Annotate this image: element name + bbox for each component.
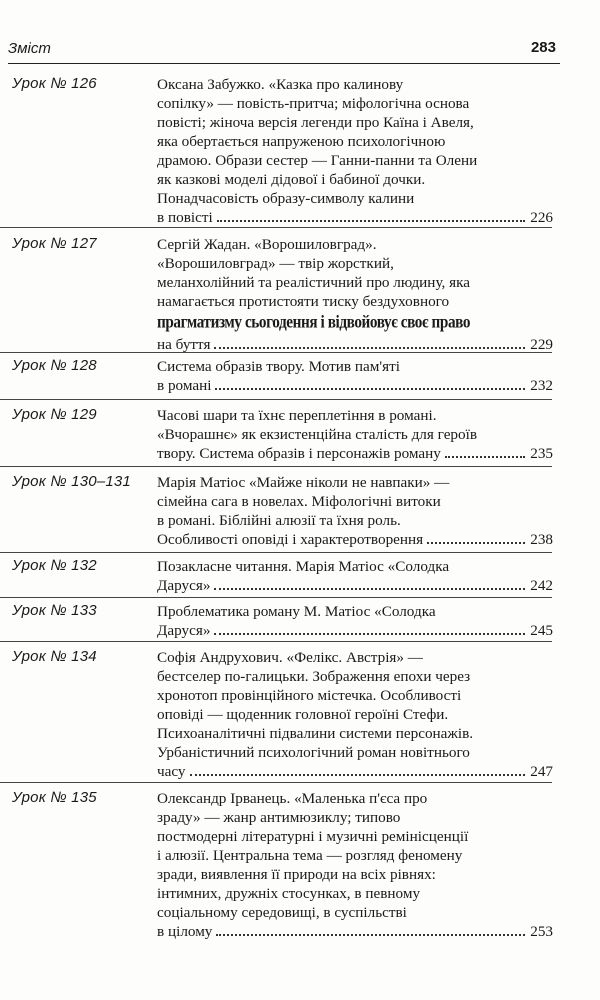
description-line: прагматизму сьогодення і відвойовує своє право: [157, 312, 471, 333]
description-line: і алюзії. Центральна тема — розгляд феномену: [157, 847, 463, 864]
entry-separator: [0, 552, 552, 553]
description-line: яка обертається напруженою психологічною: [157, 133, 446, 150]
description-line: зраду» — жанр антимюзиклу; типово: [157, 809, 401, 826]
description-line: меланхолійний та реалістичний про людину, яка: [157, 274, 470, 291]
description-last-line: [157, 444, 553, 463]
dot-leader: [214, 633, 525, 635]
description-line: в романі. Біблійні алюзії та їхня роль.: [157, 512, 401, 529]
entry-separator: [0, 352, 552, 353]
description-line: на буття: [157, 336, 211, 353]
lesson-description: [157, 473, 553, 549]
entry-page-number: 238: [530, 531, 553, 548]
description-line: в цілому: [157, 923, 213, 940]
lesson-description: [157, 602, 553, 640]
description-line: хронотоп провінційного містечка. Особливості: [157, 687, 462, 704]
description-line: Сергій Жадан. «Ворошиловград».: [157, 236, 377, 253]
lesson-description: [157, 648, 553, 781]
entry-separator: [0, 641, 552, 642]
description-last-line: [157, 576, 553, 595]
description-last-line: [157, 376, 553, 395]
description-line: сопілку» — повість-притча; міфологічна основа: [157, 95, 470, 112]
description-line: в романі: [157, 377, 212, 394]
entry-separator: [0, 399, 552, 400]
description-line: оповіді — щоденник головної героїні Стефи.: [157, 706, 449, 723]
section-title: Зміст: [8, 40, 51, 57]
entry-page-number: 253: [530, 923, 553, 940]
dot-leader: [214, 347, 525, 349]
page-number: 283: [530, 39, 556, 56]
lesson-description: [157, 557, 553, 595]
description-line: «Вчорашнє» як екзистенційна сталість для героїв: [157, 426, 478, 443]
entry-separator: [0, 597, 552, 598]
entry-separator: [0, 782, 552, 783]
entry-page-number: 226: [530, 209, 553, 226]
lesson-description: [157, 357, 553, 395]
description-line: «Ворошиловград» — твір жорсткий,: [157, 255, 394, 272]
lesson-description: [157, 406, 553, 463]
description-last-line: [157, 922, 553, 941]
description-line: часу: [157, 763, 186, 780]
description-line: Софія Андрухович. «Фелікс. Австрія» —: [157, 649, 423, 666]
entry-separator: [0, 227, 552, 228]
dot-leader: [445, 456, 525, 458]
lesson-label: Урок № 126: [12, 75, 97, 92]
page-header: [8, 36, 558, 66]
description-line: Марія Матіос «Майже ніколи не навпаки» —: [157, 474, 450, 491]
entry-page-number: 245: [530, 622, 553, 639]
description-last-line: [157, 621, 553, 640]
description-line: драмою. Образи сестер — Ганни-панни та Олени: [157, 152, 478, 169]
dot-leader: [217, 220, 525, 222]
description-line: Проблематика роману М. Матіос «Солодка: [157, 603, 436, 620]
description-last-line: [157, 530, 553, 549]
description-line: Понадчасовість образу-символу калини: [157, 190, 415, 207]
lesson-description: [157, 235, 553, 354]
description-line: бестселер по-галицьки. Зображення епохи через: [157, 668, 471, 685]
description-last-line: [157, 208, 553, 227]
header-rule: [8, 63, 560, 64]
description-line: Оксана Забужко. «Казка про калинову: [157, 76, 404, 93]
description-line: Особливості оповіді і характеротворення: [157, 531, 424, 548]
description-line: як казкові моделі дідової і бабиної дочки.: [157, 171, 426, 188]
dot-leader: [427, 542, 525, 544]
description-line: Часові шари та їхнє переплетіння в романі.: [157, 407, 437, 424]
description-line: Система образів твору. Мотив пам'яті: [157, 358, 400, 375]
entry-page-number: 235: [530, 445, 553, 462]
description-line: Психоаналітичні підвалини системи персонажів.: [157, 725, 474, 742]
dot-leader: [216, 934, 525, 936]
description-line: в повісті: [157, 209, 213, 226]
description-line: Олександр Ірванець. «Маленька п'єса про: [157, 790, 428, 807]
description-last-line: [157, 762, 553, 781]
lesson-description: [157, 75, 553, 227]
description-line: Даруся»: [157, 622, 211, 639]
dot-leader: [214, 588, 525, 590]
dot-leader: [215, 388, 525, 390]
entry-page-number: 229: [530, 336, 553, 353]
lesson-label: Урок № 130–131: [12, 473, 131, 490]
lesson-label: Урок № 127: [12, 235, 97, 252]
entry-separator: [0, 466, 552, 467]
description-line: Позакласне читання. Марія Матіос «Солодка: [157, 558, 450, 575]
lesson-label: Урок № 132: [12, 557, 97, 574]
entry-page-number: 242: [530, 577, 553, 594]
description-line: повісті; жіноча версія легенди про Каїна і Авеля,: [157, 114, 474, 131]
entry-page-number: 247: [530, 763, 553, 780]
lesson-label: Урок № 134: [12, 648, 97, 665]
lesson-label: Урок № 135: [12, 789, 97, 806]
entry-page-number: 232: [530, 377, 553, 394]
description-line: соціальному середовищі, в суспільстві: [157, 904, 407, 921]
lesson-label: Урок № 133: [12, 602, 97, 619]
description-line: зради, виявлення її природи на всіх рівнях:: [157, 866, 436, 883]
description-line: інтимних, дружніх стосунках, в певному: [157, 885, 421, 902]
description-line: твору. Система образів і персонажів роману: [157, 445, 441, 462]
lesson-label: Урок № 129: [12, 406, 97, 423]
lesson-label: Урок № 128: [12, 357, 97, 374]
description-line: постмодерні літературні і музичні ремінісценції: [157, 828, 469, 845]
dot-leader: [190, 774, 525, 776]
description-line: сімейна сага в новелах. Міфологічні витоки: [157, 493, 441, 510]
lesson-description: [157, 789, 553, 941]
description-line: Даруся»: [157, 577, 211, 594]
description-line: Урбаністичний психологічний роман новітнього: [157, 744, 470, 761]
description-line: намагається протистояти тиску бездуховного: [157, 293, 450, 310]
